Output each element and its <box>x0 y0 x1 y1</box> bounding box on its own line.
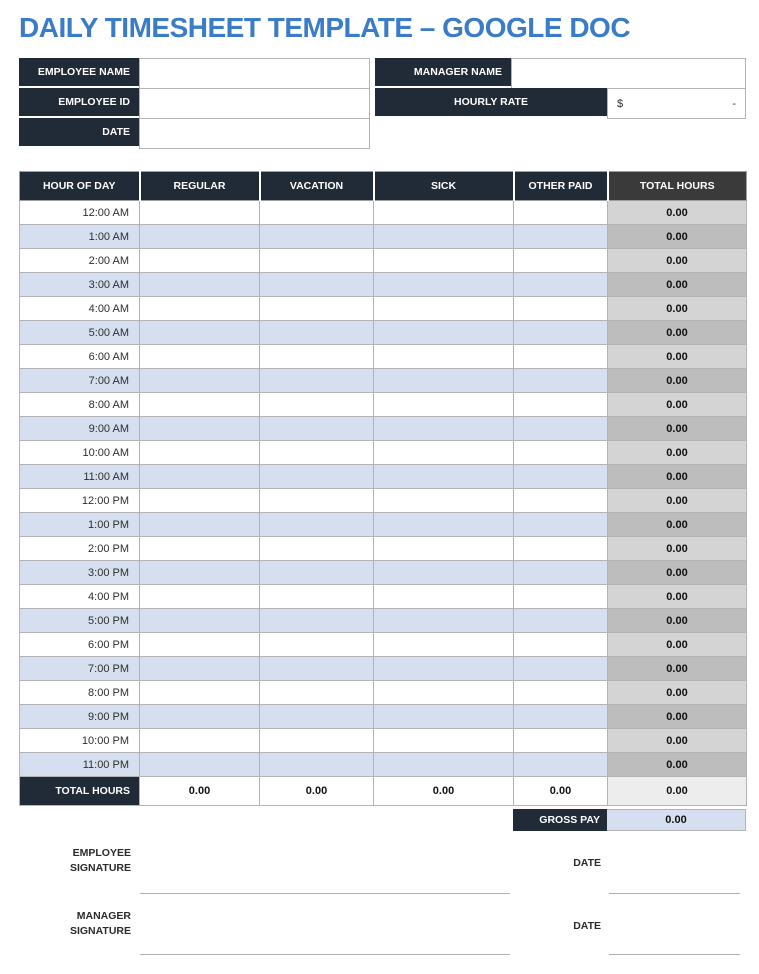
total-hours-cell: 0.00 <box>608 441 747 465</box>
page-title: DAILY TIMESHEET TEMPLATE – GOOGLE DOC <box>19 12 631 43</box>
regular-cell[interactable] <box>140 465 260 489</box>
total-hours-cell: 0.00 <box>608 249 747 273</box>
sick-cell[interactable] <box>374 393 514 417</box>
hour-label: 1:00 PM <box>20 513 140 537</box>
sick-cell[interactable] <box>374 369 514 393</box>
hour-row <box>20 417 747 441</box>
hour-row <box>20 369 747 393</box>
manager-name-label: MANAGER NAME <box>375 58 511 88</box>
header-row <box>20 172 747 201</box>
total-hours-cell: 0.00 <box>608 513 747 537</box>
hour-row <box>20 585 747 609</box>
gross-pay-value: 0.00 <box>607 809 746 831</box>
vacation-cell[interactable] <box>260 417 374 441</box>
hour-label: 4:00 AM <box>20 297 140 321</box>
other-paid-cell[interactable] <box>514 657 608 681</box>
total-hours-cell: 0.00 <box>608 561 747 585</box>
sick-cell[interactable] <box>374 537 514 561</box>
other-paid-cell[interactable] <box>514 297 608 321</box>
sick-cell[interactable] <box>374 705 514 729</box>
hour-label: 7:00 AM <box>20 369 140 393</box>
employee-name-label: EMPLOYEE NAME <box>19 58 139 88</box>
other-paid-cell[interactable] <box>514 561 608 585</box>
hourly-rate-row <box>375 88 746 118</box>
regular-cell[interactable] <box>140 513 260 537</box>
hourly-rate-label: HOURLY RATE <box>375 88 607 118</box>
hour-row <box>20 657 747 681</box>
vacation-cell[interactable] <box>260 705 374 729</box>
total-hours-cell: 0.00 <box>608 369 747 393</box>
other-paid-cell[interactable] <box>514 249 608 273</box>
hour-label: 10:00 AM <box>20 441 140 465</box>
hour-row <box>20 273 747 297</box>
other-paid-cell[interactable] <box>514 225 608 249</box>
employee-date-line[interactable] <box>609 893 740 894</box>
sick-cell[interactable] <box>374 609 514 633</box>
hour-label: 11:00 PM <box>20 753 140 777</box>
vacation-cell[interactable] <box>260 537 374 561</box>
hour-label: 6:00 PM <box>20 633 140 657</box>
sick-cell[interactable] <box>374 273 514 297</box>
total-hours-cell: 0.00 <box>608 273 747 297</box>
total-hours-cell: 0.00 <box>608 633 747 657</box>
manager-date-label: DATE <box>573 920 601 932</box>
total-hours-cell: 0.00 <box>608 753 747 777</box>
regular-cell[interactable] <box>140 561 260 585</box>
other-paid-cell[interactable] <box>514 753 608 777</box>
regular-cell[interactable] <box>140 225 260 249</box>
hour-label: 3:00 PM <box>20 561 140 585</box>
sick-cell[interactable] <box>374 441 514 465</box>
hour-row <box>20 201 747 225</box>
sick-cell[interactable] <box>374 657 514 681</box>
regular-cell[interactable] <box>140 609 260 633</box>
totals-regular: 0.00 <box>140 777 260 806</box>
hour-label: 10:00 PM <box>20 729 140 753</box>
vacation-cell[interactable] <box>260 585 374 609</box>
total-hours-cell: 0.00 <box>608 489 747 513</box>
hour-label: 11:00 AM <box>20 465 140 489</box>
hour-row <box>20 705 747 729</box>
sick-cell[interactable] <box>374 561 514 585</box>
hour-label: 2:00 AM <box>20 249 140 273</box>
vacation-cell[interactable] <box>260 441 374 465</box>
employee-id-field[interactable] <box>139 88 370 119</box>
sick-cell[interactable] <box>374 753 514 777</box>
totals-row <box>20 777 747 806</box>
total-hours-cell: 0.00 <box>608 465 747 489</box>
hour-label: 1:00 AM <box>20 225 140 249</box>
total-hours-cell: 0.00 <box>608 657 747 681</box>
sick-cell[interactable] <box>374 513 514 537</box>
total-hours-cell: 0.00 <box>608 201 747 225</box>
regular-cell[interactable] <box>140 417 260 441</box>
regular-cell[interactable] <box>140 681 260 705</box>
manager-date-line[interactable] <box>609 954 740 955</box>
gross-pay-row <box>513 809 746 831</box>
totals-total-hours: 0.00 <box>608 777 747 806</box>
date-label: DATE <box>19 118 139 148</box>
currency-symbol: $ <box>617 97 624 110</box>
sick-cell[interactable] <box>374 225 514 249</box>
employee-info-group <box>19 58 370 148</box>
other-paid-cell[interactable] <box>514 513 608 537</box>
employee-date-label: DATE <box>573 857 601 869</box>
total-hours-cell: 0.00 <box>608 537 747 561</box>
hour-row <box>20 393 747 417</box>
regular-cell[interactable] <box>140 369 260 393</box>
sick-cell[interactable] <box>374 489 514 513</box>
regular-cell[interactable] <box>140 441 260 465</box>
vacation-cell[interactable] <box>260 225 374 249</box>
hour-row <box>20 537 747 561</box>
hours-body <box>20 201 747 777</box>
vacation-cell[interactable] <box>260 249 374 273</box>
employee-signature-label: EMPLOYEE SIGNATURE <box>69 847 131 874</box>
regular-cell[interactable] <box>140 345 260 369</box>
hour-row <box>20 249 747 273</box>
hour-row <box>20 345 747 369</box>
date-field[interactable] <box>139 118 370 149</box>
header-vacation: VACATION <box>260 172 374 201</box>
total-hours-cell: 0.00 <box>608 729 747 753</box>
vacation-cell[interactable] <box>260 657 374 681</box>
timesheet-table <box>19 171 747 806</box>
date-row <box>19 118 370 148</box>
regular-cell[interactable] <box>140 249 260 273</box>
vacation-cell[interactable] <box>260 369 374 393</box>
regular-cell[interactable] <box>140 657 260 681</box>
hour-row <box>20 465 747 489</box>
hour-label: 8:00 PM <box>20 681 140 705</box>
total-hours-cell: 0.00 <box>608 681 747 705</box>
regular-cell[interactable] <box>140 201 260 225</box>
hour-label: 7:00 PM <box>20 657 140 681</box>
regular-cell[interactable] <box>140 489 260 513</box>
hourly-rate-value: - <box>732 97 736 110</box>
employee-signature-line[interactable] <box>140 893 510 894</box>
vacation-cell[interactable] <box>260 753 374 777</box>
total-hours-cell: 0.00 <box>608 705 747 729</box>
regular-cell[interactable] <box>140 393 260 417</box>
hour-label: 9:00 PM <box>20 705 140 729</box>
other-paid-cell[interactable] <box>514 633 608 657</box>
totals-other-paid: 0.00 <box>514 777 608 806</box>
other-paid-cell[interactable] <box>514 585 608 609</box>
hour-row <box>20 561 747 585</box>
regular-cell[interactable] <box>140 633 260 657</box>
total-hours-cell: 0.00 <box>608 585 747 609</box>
total-hours-cell: 0.00 <box>608 321 747 345</box>
manager-info-group <box>375 58 746 118</box>
vacation-cell[interactable] <box>260 273 374 297</box>
employee-name-row <box>19 58 370 88</box>
sick-cell[interactable] <box>374 321 514 345</box>
sick-cell[interactable] <box>374 681 514 705</box>
total-hours-cell: 0.00 <box>608 345 747 369</box>
hour-label: 6:00 AM <box>20 345 140 369</box>
other-paid-cell[interactable] <box>514 345 608 369</box>
hourly-rate-field[interactable] <box>607 88 746 119</box>
header-total-hours: TOTAL HOURS <box>608 172 747 201</box>
sick-cell[interactable] <box>374 249 514 273</box>
hour-row <box>20 513 747 537</box>
sick-cell[interactable] <box>374 465 514 489</box>
other-paid-cell[interactable] <box>514 369 608 393</box>
vacation-cell[interactable] <box>260 513 374 537</box>
hour-row <box>20 681 747 705</box>
hour-label: 8:00 AM <box>20 393 140 417</box>
regular-cell[interactable] <box>140 585 260 609</box>
other-paid-cell[interactable] <box>514 465 608 489</box>
sick-cell[interactable] <box>374 297 514 321</box>
header-regular: REGULAR <box>140 172 260 201</box>
hour-row <box>20 441 747 465</box>
info-section <box>19 58 746 150</box>
hour-label: 9:00 AM <box>20 417 140 441</box>
other-paid-cell[interactable] <box>514 489 608 513</box>
sick-cell[interactable] <box>374 417 514 441</box>
total-hours-cell: 0.00 <box>608 609 747 633</box>
other-paid-cell[interactable] <box>514 393 608 417</box>
vacation-cell[interactable] <box>260 633 374 657</box>
hour-row <box>20 225 747 249</box>
hour-label: 12:00 AM <box>20 201 140 225</box>
vacation-cell[interactable] <box>260 345 374 369</box>
manager-signature-line[interactable] <box>140 954 510 955</box>
hour-row <box>20 753 747 777</box>
sick-cell[interactable] <box>374 585 514 609</box>
vacation-cell[interactable] <box>260 489 374 513</box>
vacation-cell[interactable] <box>260 609 374 633</box>
manager-name-row <box>375 58 746 88</box>
regular-cell[interactable] <box>140 537 260 561</box>
vacation-cell[interactable] <box>260 465 374 489</box>
regular-cell[interactable] <box>140 273 260 297</box>
regular-cell[interactable] <box>140 321 260 345</box>
other-paid-cell[interactable] <box>514 681 608 705</box>
hour-label: 3:00 AM <box>20 273 140 297</box>
total-hours-cell: 0.00 <box>608 297 747 321</box>
other-paid-cell[interactable] <box>514 417 608 441</box>
hour-row <box>20 321 747 345</box>
other-paid-cell[interactable] <box>514 705 608 729</box>
employee-id-label: EMPLOYEE ID <box>19 88 139 118</box>
vacation-cell[interactable] <box>260 321 374 345</box>
hour-row <box>20 609 747 633</box>
totals-vacation: 0.00 <box>260 777 374 806</box>
total-hours-cell: 0.00 <box>608 417 747 441</box>
total-hours-cell: 0.00 <box>608 225 747 249</box>
header-other-paid: OTHER PAID <box>514 172 608 201</box>
hour-label: 2:00 PM <box>20 537 140 561</box>
hour-label: 4:00 PM <box>20 585 140 609</box>
sick-cell[interactable] <box>374 201 514 225</box>
other-paid-cell[interactable] <box>514 321 608 345</box>
header-sick: SICK <box>374 172 514 201</box>
manager-name-field[interactable] <box>511 58 746 89</box>
totals-label: TOTAL HOURS <box>20 777 140 806</box>
header-hour-of-day: HOUR OF DAY <box>20 172 140 201</box>
vacation-cell[interactable] <box>260 681 374 705</box>
hour-label: 12:00 PM <box>20 489 140 513</box>
sick-cell[interactable] <box>374 729 514 753</box>
other-paid-cell[interactable] <box>514 609 608 633</box>
other-paid-cell[interactable] <box>514 273 608 297</box>
gross-pay-label: GROSS PAY <box>513 809 607 831</box>
employee-id-row <box>19 88 370 118</box>
regular-cell[interactable] <box>140 297 260 321</box>
vacation-cell[interactable] <box>260 561 374 585</box>
regular-cell[interactable] <box>140 753 260 777</box>
vacation-cell[interactable] <box>260 201 374 225</box>
hour-label: 5:00 PM <box>20 609 140 633</box>
totals-sick: 0.00 <box>374 777 514 806</box>
hour-label: 5:00 AM <box>20 321 140 345</box>
regular-cell[interactable] <box>140 729 260 753</box>
sick-cell[interactable] <box>374 345 514 369</box>
vacation-cell[interactable] <box>260 729 374 753</box>
hour-row <box>20 633 747 657</box>
hour-row <box>20 729 747 753</box>
vacation-cell[interactable] <box>260 297 374 321</box>
sick-cell[interactable] <box>374 633 514 657</box>
regular-cell[interactable] <box>140 705 260 729</box>
other-paid-cell[interactable] <box>514 537 608 561</box>
hour-row <box>20 297 747 321</box>
other-paid-cell[interactable] <box>514 441 608 465</box>
hour-row <box>20 489 747 513</box>
total-hours-cell: 0.00 <box>608 393 747 417</box>
vacation-cell[interactable] <box>260 393 374 417</box>
other-paid-cell[interactable] <box>514 201 608 225</box>
manager-signature-label: MANAGER SIGNATURE <box>69 910 131 937</box>
other-paid-cell[interactable] <box>514 729 608 753</box>
employee-name-field[interactable] <box>139 58 370 89</box>
